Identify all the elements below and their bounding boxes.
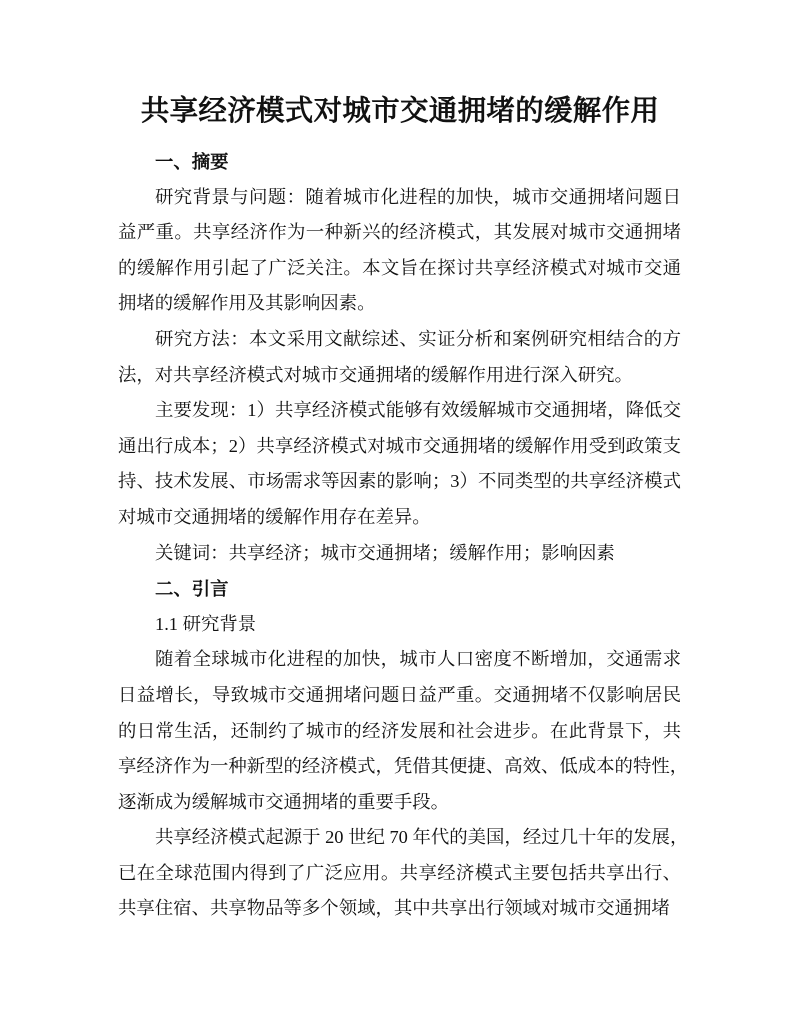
text-line: 益严重。共享经济作为一种新兴的经济模式，其发展对城市交通拥堵 [118, 222, 681, 243]
text-line: 日益增长，导致城市交通拥堵问题日益严重。交通拥堵不仅影响居民 [118, 684, 681, 705]
section-heading: 一、摘要 [155, 151, 229, 172]
text-line: 对城市交通拥堵的缓解作用存在差异。 [118, 506, 431, 527]
document-title: 共享经济模式对城市交通拥堵的缓解作用 [140, 96, 660, 127]
paragraph [118, 820, 689, 927]
section-heading: 二、引言 [155, 578, 229, 600]
document-body [118, 144, 689, 927]
paragraph [118, 642, 689, 820]
text-line: 的缓解作用引起了广泛关注。本文旨在探讨共享经济模式对城市交通 [118, 257, 681, 278]
subsection-heading: 1.1 研究背景 [155, 613, 257, 634]
text-line: 逐渐成为缓解城市交通拥堵的重要手段。 [118, 791, 450, 812]
text-line: 的日常生活，还制约了城市的经济发展和社会进步。在此背景下，共 [118, 720, 681, 741]
paragraph [118, 536, 681, 572]
text-line: 通出行成本；2）共享经济模式对城市交通拥堵的缓解作用受到政策支 [118, 435, 681, 456]
paragraph [118, 393, 681, 535]
text-line: 研究背景与问题：随着城市化进程的加快，城市交通拥堵问题日 [155, 186, 681, 207]
text-line: 研究方法：本文采用文献综述、实证分析和案例研究相结合的方 [155, 328, 681, 349]
text-line: 拥堵的缓解作用及其影响因素。 [118, 293, 376, 314]
text-line: 主要发现：1）共享经济模式能够有效缓解城市交通拥堵，降低交 [155, 400, 681, 421]
text-line: 享经济作为一种新型的经济模式，凭借其便捷、高效、低成本的特性， [118, 756, 689, 777]
text-line: 随着全球城市化进程的加快，城市人口密度不断增加，交通需求 [155, 649, 681, 670]
text-line: 法，对共享经济模式对城市交通拥堵的缓解作用进行深入研究。 [118, 364, 633, 385]
text-line: 持、技术发展、市场需求等因素的影响；3）不同类型的共享经济模式 [118, 471, 681, 492]
text-line: 共享经济模式起源于 20 世纪 70 年代的美国，经过几十年的发展， [155, 827, 689, 848]
text-line: 关键词：共享经济；城市交通拥堵；缓解作用；影响因素 [155, 542, 615, 563]
text-line: 已在全球范围内得到了广泛应用。共享经济模式主要包括共享出行、 [118, 862, 681, 883]
text-line: 共享住宿、共享物品等多个领域，其中共享出行领域对城市交通拥堵 [118, 898, 670, 919]
paragraph [118, 180, 681, 322]
paragraph [118, 322, 681, 393]
